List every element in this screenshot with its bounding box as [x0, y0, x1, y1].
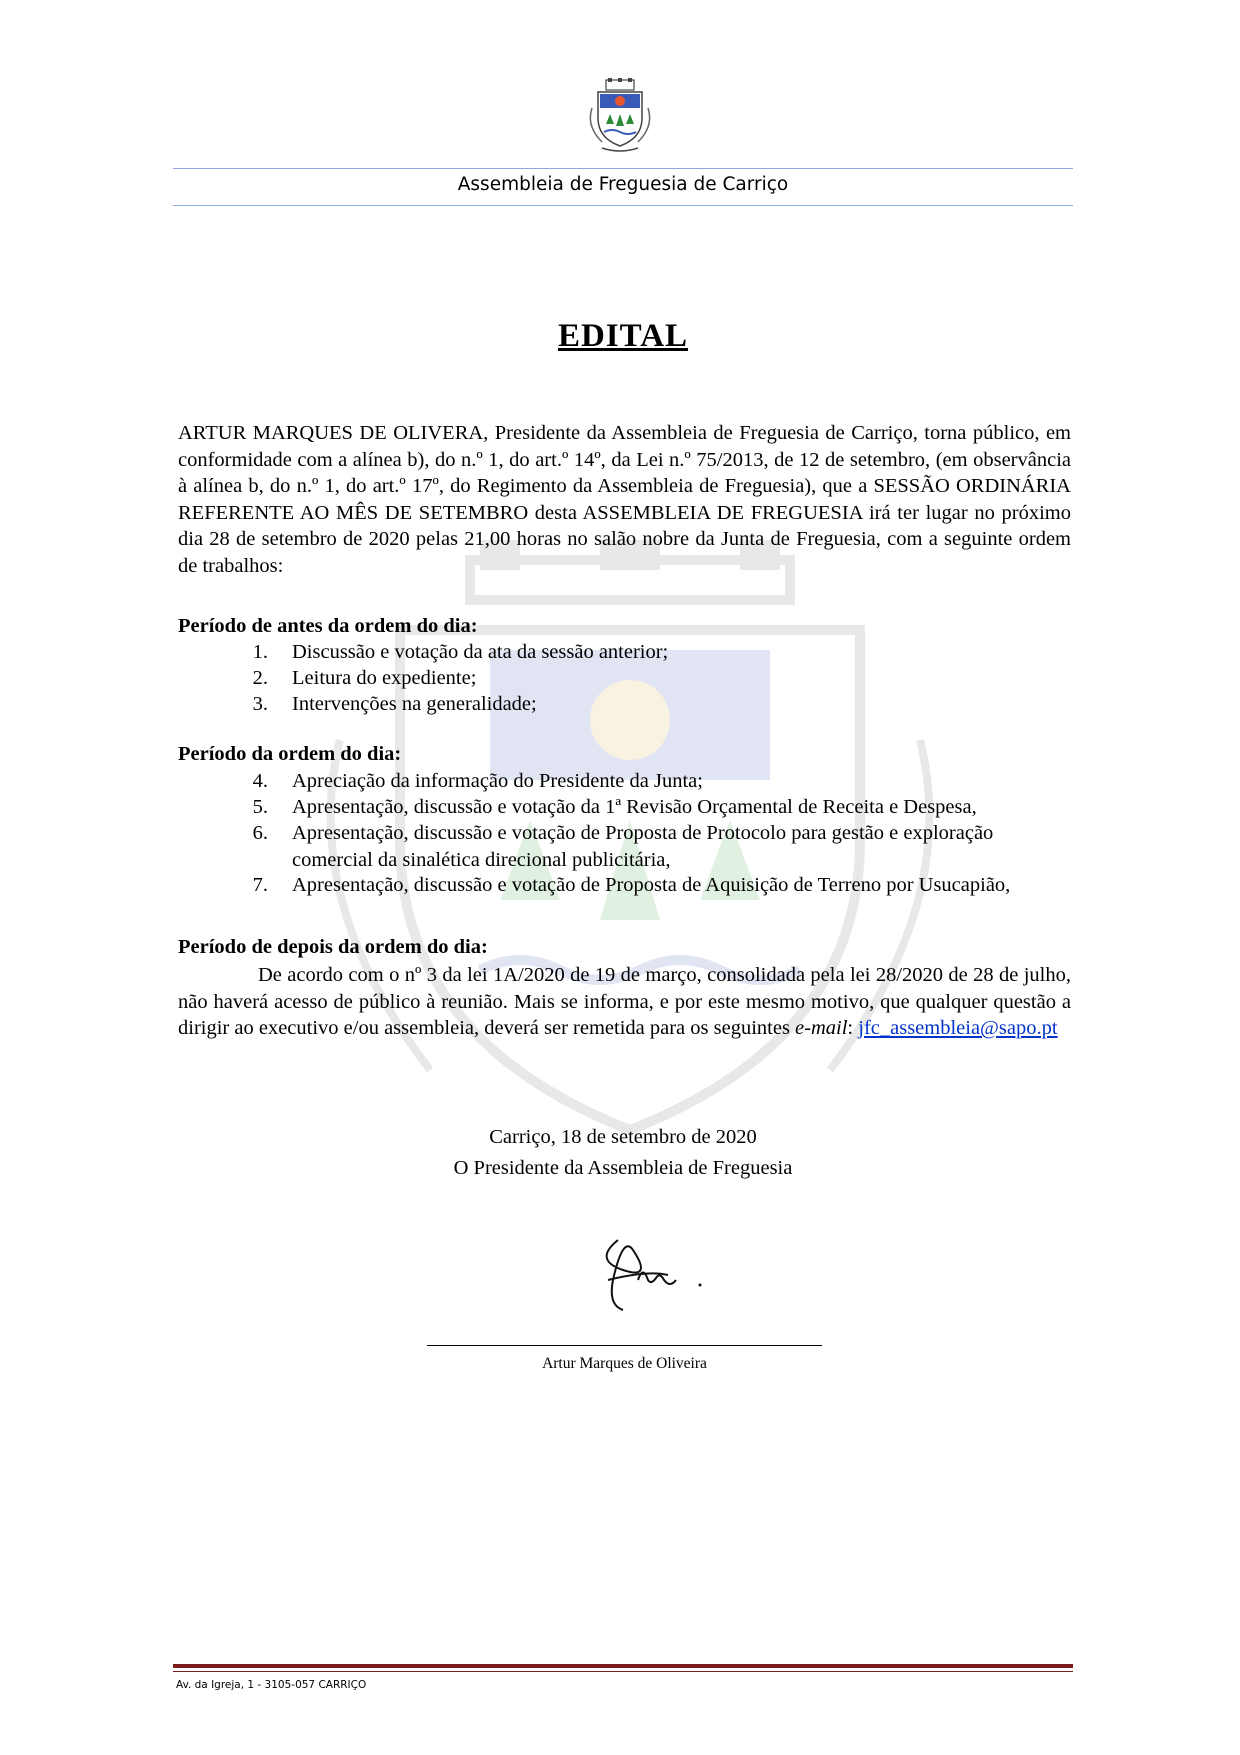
- list-item: 4. Apreciação da informação do Presidente da Junta;: [252, 770, 703, 792]
- list-item: 7. Apresentação, discussão e votação de Proposta de Aquisição de Terreno por Usucapião,: [252, 874, 1011, 896]
- signatory-name: Artur Marques de Oliveira: [542, 1355, 707, 1372]
- footer-rule: [173, 1664, 1073, 1668]
- section-heading-before-agenda: Período de antes da ordem do dia:: [178, 615, 478, 637]
- header-rule-bottom: [173, 205, 1073, 206]
- email-link[interactable]: jfc_assembleia@sapo.pt: [858, 1017, 1058, 1039]
- footer-address: Av. da Igreja, 1 - 3105-057 CARRIÇO: [176, 1679, 367, 1691]
- section-heading-agenda: Período da ordem do dia:: [178, 743, 402, 765]
- handwritten-signature-icon: [588, 1225, 718, 1315]
- notice-paragraph: De acordo com o nº 3 da lei 1A/2020 de 19 de março, consolidada pela lei 28/2020 de 28 de julho, não haverá acesso de público à reunião. Mais se informa, e por este mesmo motivo, que qualquer questão a dirigir ao executivo e/ou assembleia, deverá ser remetida para os seguintes e-mail: jfc_assembleia@sapo.pt: [178, 964, 1071, 1039]
- signature-line: [427, 1345, 822, 1346]
- signatory-role: O Presidente da Assembleia de Freguesia: [453, 1157, 793, 1179]
- list-item: 1. Discussão e votação da ata da sessão anterior;: [252, 641, 669, 663]
- intro-paragraph: ARTUR MARQUES DE OLIVERA, Presidente da Assembleia de Freguesia de Carriço, torna público, em conformidade com a alínea b), do n.º 1, do art.º 14º, da Lei n.º 75/2013, de 12 de setembro, (em observância à alínea b, do n.º 1, do art.º 17º, do Regimento da Assembleia de Freguesia), que a SESSÃO ORDINÁRIA REFERENTE AO MÊS DE SETEMBRO desta ASSEMBLEIA DE FREGUESIA irá ter lugar no próximo dia 28 de setembro de 2020 pelas 21,00 horas no salão nobre da Junta de Freguesia, com a seguinte ordem de trabalhos:: [178, 422, 1071, 577]
- list-item: 6. Apresentação, discussão e votação de Proposta de Protocolo para gestão e exploração comercial da sinalética direcional publicitária,: [252, 822, 994, 871]
- list-item: 3. Intervenções na generalidade;: [252, 693, 537, 715]
- place-date: Carriço, 18 de setembro de 2020: [489, 1126, 757, 1148]
- section-heading-after-agenda: Período de depois da ordem do dia:: [178, 936, 488, 958]
- parish-crest-logo: [584, 78, 656, 152]
- organization-header: Assembleia de Freguesia de Carriço: [457, 174, 789, 195]
- footer-rule-thin: [173, 1671, 1073, 1672]
- list-item: 5. Apresentação, discussão e votação da 1ª Revisão Orçamental de Receita e Despesa,: [252, 796, 977, 818]
- header-rule-top: [173, 168, 1073, 169]
- document-title: EDITAL: [557, 318, 689, 354]
- list-item: 2. Leitura do expediente;: [252, 667, 477, 689]
